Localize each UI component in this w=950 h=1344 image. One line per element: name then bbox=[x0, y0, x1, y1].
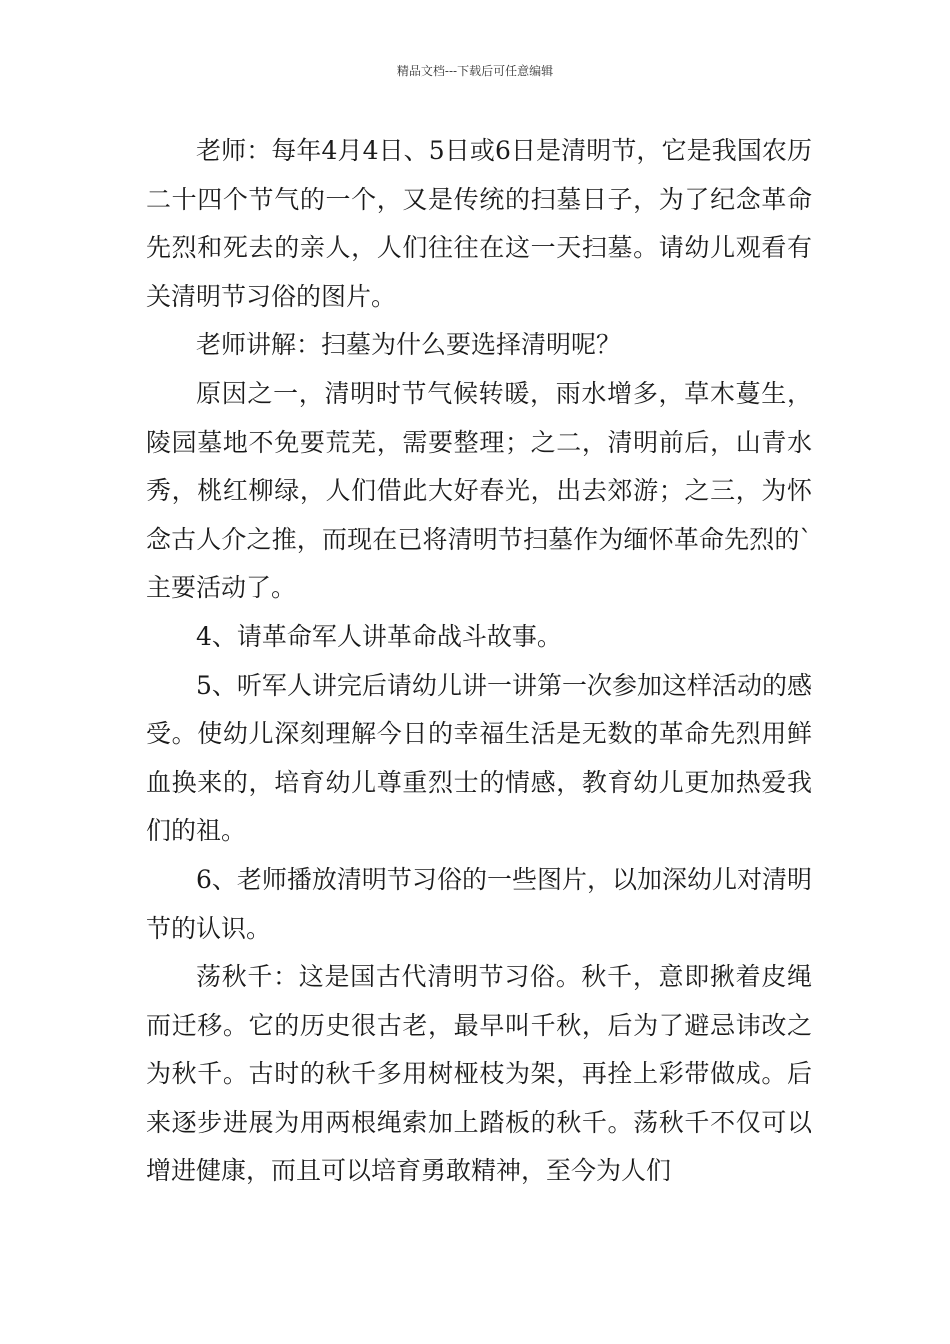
paragraph-swing: 荡秋千：这是国古代清明节习俗。秋千，意即揪着皮绳而迁移。它的历史很古老，最早叫千秋，后为了避忌讳改之为秋千。古时的秋千多用树桠枝为架，再拴上彩带做成。后来逐步进展为用两根绳索加上踏板的秋千。荡秋千不仅可以增进健康，而且可以培育勇敢精神，至今为人们 bbox=[146, 962, 812, 1186]
page-header: 精品文档---下载后可任意编辑 bbox=[396, 64, 554, 78]
paragraph-step-5: 5、听军人讲完后请幼儿讲一讲第一次参加这样活动的感受。使幼儿深刻理解今日的幸福生活是无数的革命先烈用鲜血换来的，培育幼儿尊重烈士的情感，教育幼儿更加热爱我们的祖。 bbox=[146, 670, 812, 846]
paragraph-step-6: 6、老师播放清明节习俗的一些图片，以加深幼儿对清明节的认识。 bbox=[146, 864, 812, 943]
paragraph-qingming-intro: 老师：每年4月4日、5日或6日是清明节，它是我国农历二十四个节气的一个，又是传统的扫墓日子，为了纪念革命先烈和死去的亲人，人们往往在这一天扫墓。请幼儿观看有关清明节习俗的图片。 bbox=[146, 136, 812, 311]
paragraph-teacher-question: 老师讲解：扫墓为什么要选择清明呢？ bbox=[196, 330, 622, 360]
document-body bbox=[146, 127, 812, 1186]
paragraph-reasons: 原因之一，清明时节气候转暖，雨水增多，草木蔓生，陵园墓地不免要荒芜，需要整理；之二，清明前后，山青水秀，桃红柳绿，人们借此大好春光，出去郊游；之三，为怀念古人介之推，而现在已将清明节扫墓作为缅怀革命先烈的`主要活动了。 bbox=[146, 378, 812, 603]
paragraph-step-4: 4、请革命军人讲革命战斗故事。 bbox=[196, 621, 562, 651]
